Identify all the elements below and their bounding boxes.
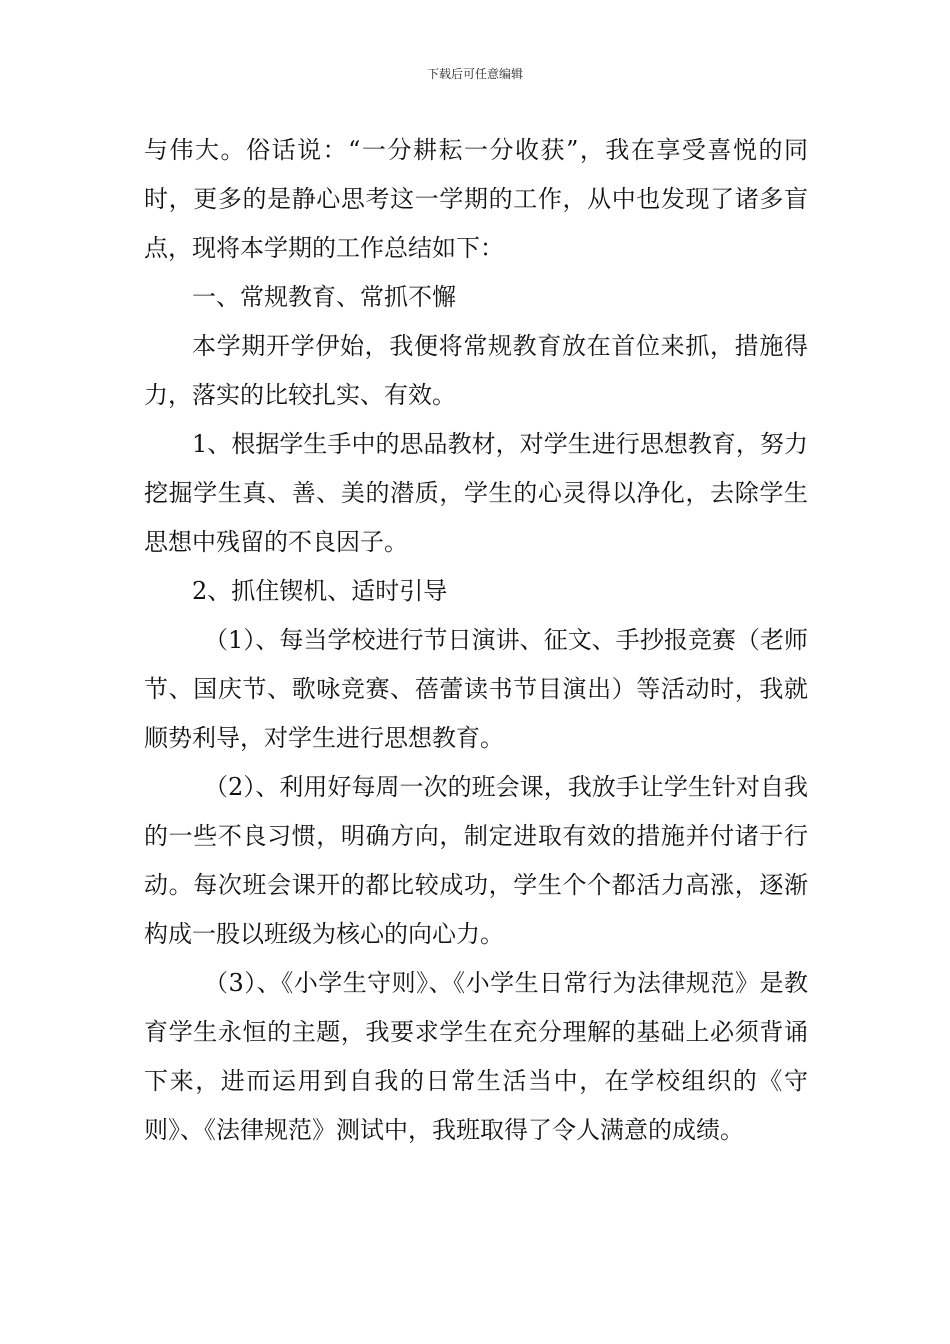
paragraph-sub-item-2: （2）、利用好每周一次的班会课，我放手让学生针对自我的一些不良习惯，明确方向，制定进取有效的措施并付诸于行动。每次班会课开的都比较成功，学生个个都活力高涨，逐渐构成一股以班级为核心的向心力。 bbox=[144, 773, 808, 948]
paragraph-semester-start: 本学期开学伊始，我便将常规教育放在首位来抓，措施得力，落实的比较扎实、有效。 bbox=[144, 332, 808, 409]
paragraph-item-1: 1、根据学生手中的思品教材，对学生进行思想教育，努力挖掘学生真、善、美的潜质，学生的心灵得以净化，去除学生思想中残留的不良因子。 bbox=[144, 430, 808, 556]
paragraph-intro-continuation: 与伟大。俗话说：“一分耕耘一分收获”，我在享受喜悦的同时，更多的是静心思考这一学期的工作，从中也发现了诸多盲点，现将本学期的工作总结如下： bbox=[144, 136, 808, 262]
paragraph-sub-item-1: （1）、每当学校进行节日演讲、征文、手抄报竞赛（老师节、国庆节、歌咏竞赛、蓓蕾读书节目演出）等活动时，我就顺势利导，对学生进行思想教育。 bbox=[144, 626, 808, 752]
section-heading-routine-education: 一、常规教育、常抓不懈 bbox=[192, 283, 456, 311]
paragraph-item-2: 2、抓住锲机、适时引导 bbox=[192, 577, 448, 605]
paragraph-sub-item-3: （3）、《小学生守则》、《小学生日常行为法律规范》是教育学生永恒的主题，我要求学生在充分理解的基础上必须背诵下来，进而运用到自我的日常生活当中，在学校组织的《守则》、《法律规范》测试中，我班取得了令人满意的成绩。 bbox=[144, 969, 808, 1144]
page-header: 下载后可任意编辑 bbox=[426, 67, 523, 81]
document-body bbox=[144, 126, 808, 1155]
